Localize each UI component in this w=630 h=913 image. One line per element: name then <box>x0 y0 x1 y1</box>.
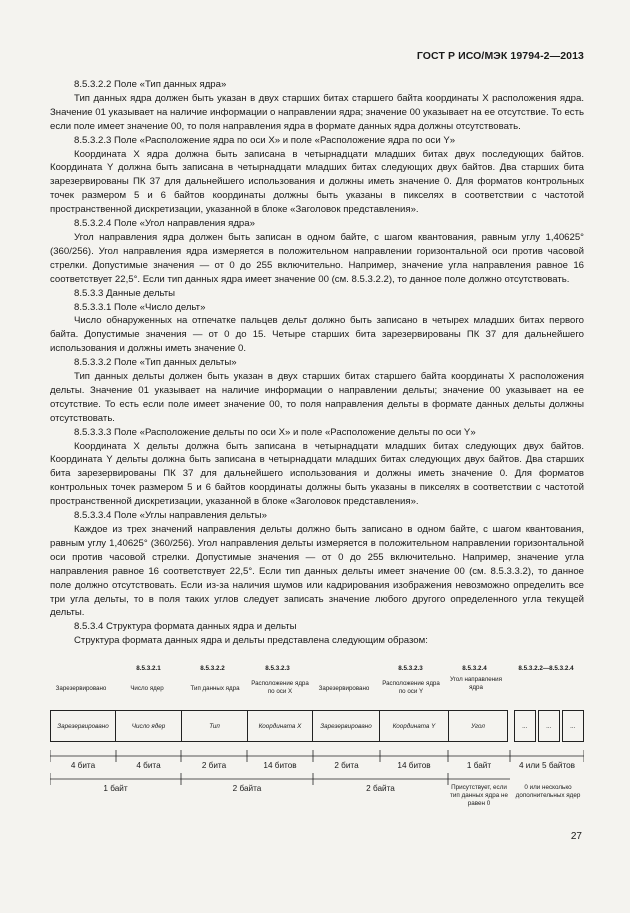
box-more-3: ... <box>562 710 584 742</box>
box-more-2: ... <box>538 710 560 742</box>
paragraph: Структура формата данных ядра и дельты представлена следующим образом: <box>74 635 428 647</box>
paragraph: Координата X ядра должна быть записана в четырнадцати младших битах двух последующих байтов. Координата Y должна быть записана в четырнадцати младших битах следующих двух байтов. Два старших бита зарезервированы ПК 37 для дальнейшего использования и должны иметь значение 0. Для форматов контрольных точек размером 5 и 6 байтов координаты должны быть указаны в пикселях в соответствии с частотой пространственной дискретизации, указанной в блоке «Заголовок представления». <box>50 148 584 216</box>
heading-8-5-3-2-3: 8.5.3.2.3 Поле «Расположение ядра по оси X» и поле «Расположение ядра по оси Y» <box>74 134 456 146</box>
note-additional-cores: 0 или несколько дополнительных ядер <box>515 784 581 799</box>
body-text <box>50 78 584 648</box>
format-structure-diagram <box>50 660 584 820</box>
box-more-1: ... <box>514 710 536 742</box>
size-2-bits: 2 бита <box>201 761 227 770</box>
paragraph: Координата X дельты должна быть записана в четырнадцати младших битах следующих двух байтов. Координата Y дельты должна быть записана в четырнадцати младших битах следующих двух байтов. Два старших бита зарезервированы ПК 37 для дальнейшего использования и должны иметь значение 0. Для форматов контрольных точек размером 5 и 6 байтов координаты должны быть указаны в пикселях в соответствии с частотой пространственной дискретизации, указанной в блоке «Заголовок представления». <box>50 440 584 508</box>
label-reserved: Зарезервировано <box>55 685 107 692</box>
ref-8-5-3-2-4: 8.5.3.2.4 <box>462 665 487 672</box>
size-1-byte-group: 1 байт <box>103 784 128 793</box>
box-angle: Угол <box>448 710 508 742</box>
size-2-bytes: 2 байта <box>232 784 262 793</box>
ref-8-5-3-2-3-y: 8.5.3.2.3 <box>398 665 423 672</box>
box-type: Тип <box>181 710 248 742</box>
box-reserved: Зарезервировано <box>50 710 116 742</box>
paragraph: Число обнаруженных на отпечатке пальцев дельт должно быть записано в четырех младших битах первого байта. Допустимые значения — от 0 до 15. Четыре старших бита зарезервированы ПК 37 для дальнейшего использования и должны иметь значение 0. <box>50 315 584 355</box>
heading-8-5-3-3: 8.5.3.3 Данные дельты <box>74 287 176 299</box>
size-1-byte: 1 байт <box>466 761 492 770</box>
ref-8-5-3-2-2-4: 8.5.3.2.2—8.5.3.2.4 <box>518 665 574 672</box>
paragraph: Каждое из трех значений направления дельты должно быть записано в одном байте, с шагом квантования, равным углу 1,40625° (360/256). Угол направления дельты измеряется в положительном направлении горизонтальной оси против часовой стрелки. Допустимые значения — от 0 до 255 включительно. Например, значение угла направления равное 16 соответствует 22,5°. Если тип данных дельты имеет значение 00 (см. 8.5.3.3.2), то данное поле должно отсутствовать. Если из-за наличия шумов или кадрирования изображения невозможно определить все три угла дельты, то в поля таких углов следует записать значение любого другого определенного угла текущей дельты. <box>50 524 584 619</box>
heading-8-5-3-3-1: 8.5.3.3.1 Поле «Число дельт» <box>74 301 206 313</box>
ref-8-5-3-2-3: 8.5.3.2.3 <box>265 665 290 672</box>
heading-8-5-3-2-2: 8.5.3.2.2 Поле «Тип данных ядра» <box>74 79 227 90</box>
heading-8-5-3-2-4: 8.5.3.2.4 Поле «Угол направления ядра» <box>74 218 255 230</box>
note-present-if: Присутствует, если тип данных ядра не равен 0 <box>450 784 508 807</box>
label-core-x: Расположение ядра по оси X <box>251 680 309 695</box>
label-core-type: Тип данных ядра <box>190 685 240 692</box>
label-core-count: Число ядер <box>130 685 164 692</box>
paragraph: Угол направления ядра должен быть записан в одном байте, с шагом квантования, равным углу 1,40625° (360/256). Угол направления ядра измеряется в положительном направлении горизонтальной оси против часовой стрелки. Допустимые значения — от 0 до 255 включительно. Например, значение угла направления равное 16 соответствует 22,5°. Если тип данных ядра имеет значение 00 (см. 8.5.3.2.2), то данное поле должно отсутствовать. <box>50 231 584 285</box>
heading-8-5-3-3-4: 8.5.3.3.4 Поле «Углы направления дельты» <box>74 510 267 522</box>
paragraph: Тип данных дельты должен быть указан в двух старших битах старшего байта координаты X расположения дельты. Значение 01 указывает на наличие информации о направлении дельты; значение 00 указывает на ее отсутствие. То есть если поле имеет значение 00, то поля направления дельты в формате данных дельты должны отсутствовать. <box>50 371 584 424</box>
ref-8-5-3-2-1: 8.5.3.2.1 <box>136 665 161 672</box>
ref-8-5-3-2-2: 8.5.3.2.2 <box>200 665 225 672</box>
size-2-bits-2: 2 бита <box>334 761 359 770</box>
heading-8-5-3-3-2: 8.5.3.3.2 Поле «Тип данных дельты» <box>74 357 237 369</box>
label-core-angle: Угол направления ядра <box>450 676 502 691</box>
size-2-bytes-2: 2 байта <box>366 784 395 793</box>
box-reserved-2: Зарезервировано <box>312 710 380 742</box>
label-reserved-2: Зарезервировано <box>318 685 370 692</box>
box-coord-x: Координата X <box>247 710 313 742</box>
page-number: 27 <box>570 831 582 842</box>
heading-8-5-3-3-3: 8.5.3.3.3 Поле «Расположение дельты по оси X» и поле «Расположение дельты по оси Y» <box>74 426 476 438</box>
size-14-bits-2: 14 битов <box>397 761 431 770</box>
paragraph: Тип данных ядра должен быть указан в двух старших битах старшего байта координаты X расположения ядра. Значение 01 указывает на наличие информации о направлении ядра; значение 00 указывает на ее отсутствие. То есть если поле имеет значение 00, то поля направления ядра в формате данных ядра должны отсутствовать. <box>50 92 584 132</box>
document-code: ГОСТ Р ИСО/МЭК 19794-2—2013 <box>416 50 584 62</box>
box-core-count: Число ядер <box>115 710 182 742</box>
size-4-bits: 4 бита <box>70 761 96 770</box>
size-14-bits: 14 битов <box>263 761 297 770</box>
size-4-bits-2: 4 бита <box>136 761 161 770</box>
box-coord-y: Координата Y <box>379 710 449 742</box>
label-core-y: Расположение ядра по оси Y <box>382 680 440 695</box>
size-4-or-5-bytes: 4 или 5 байтов <box>518 761 576 770</box>
heading-8-5-3-4: 8.5.3.4 Структура формата данных ядра и дельты <box>74 621 297 633</box>
